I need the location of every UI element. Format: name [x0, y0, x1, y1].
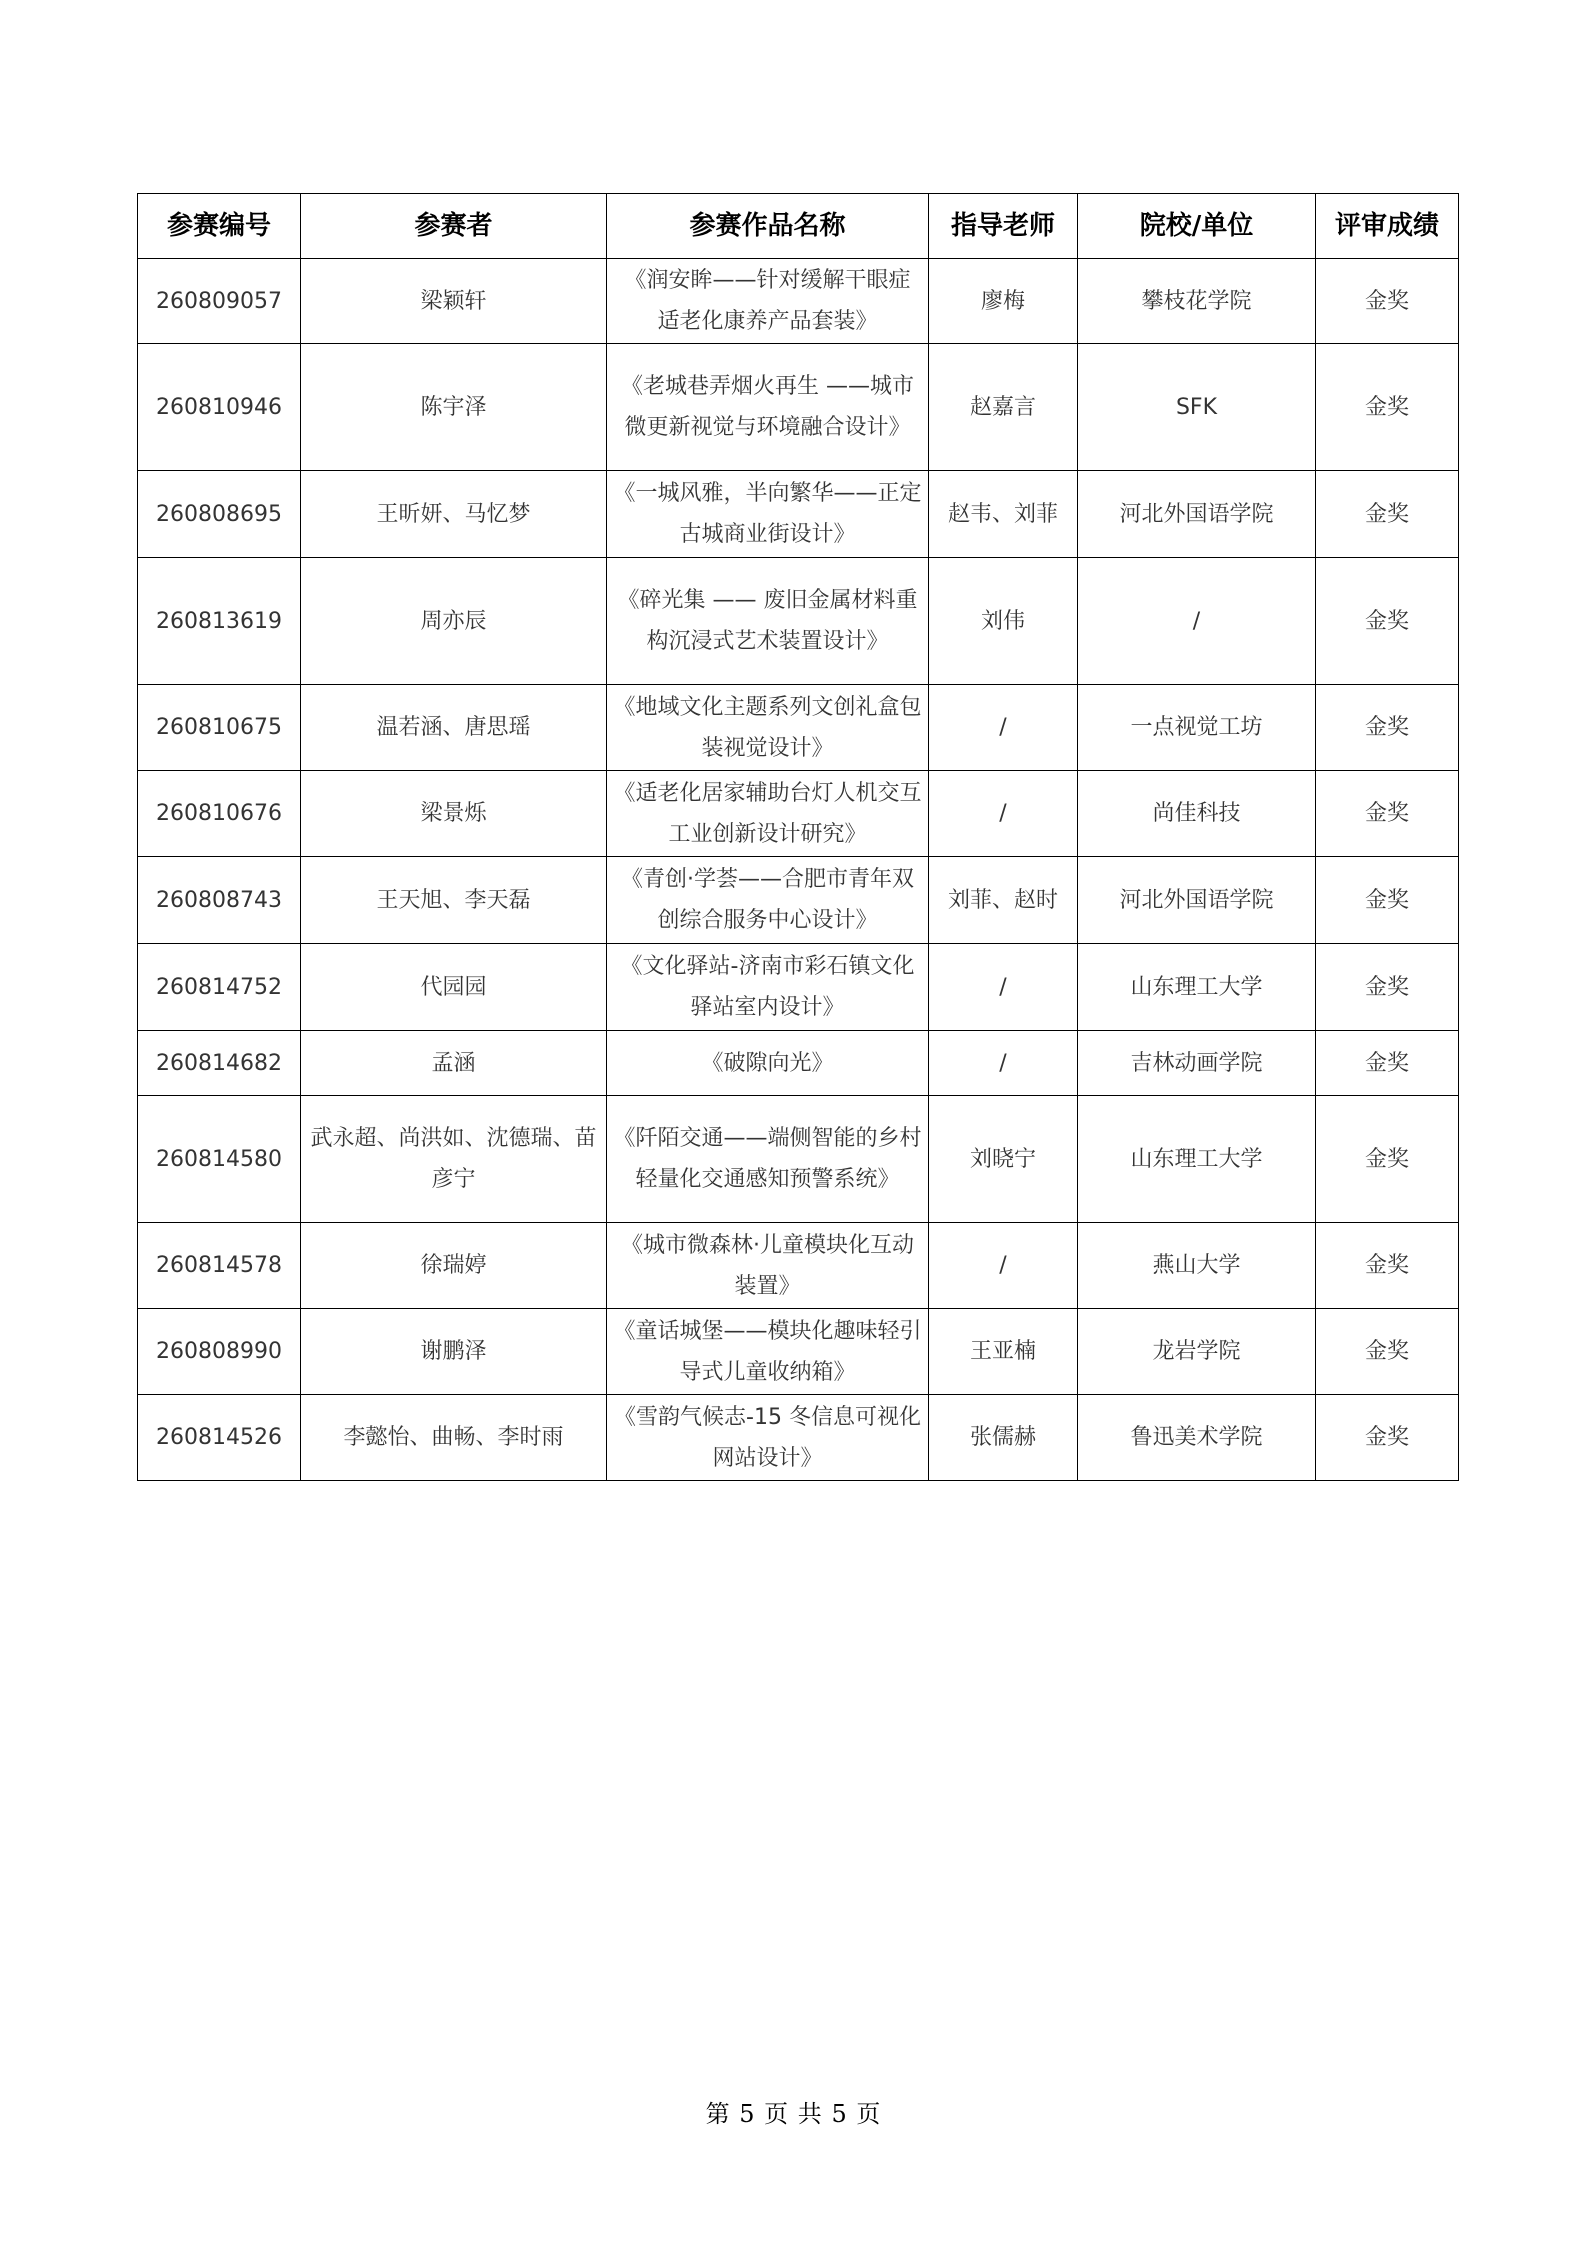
header-school: 院校/单位: [1078, 194, 1316, 259]
cell-result: 金奖: [1316, 685, 1459, 771]
cell-participants: 陈宇泽: [301, 344, 607, 471]
cell-entry-id: 260809057: [138, 259, 301, 344]
cell-school: 尚佳科技: [1078, 771, 1316, 857]
header-result: 评审成绩: [1316, 194, 1459, 259]
cell-entry-id: 260814578: [138, 1223, 301, 1309]
cell-work-title: 《青创·学荟——合肥市青年双创综合服务中心设计》: [607, 857, 929, 944]
cell-participants: 温若涵、唐思瑶: [301, 685, 607, 771]
cell-advisor: /: [929, 1031, 1078, 1096]
cell-work-title: 《老城巷弄烟火再生 ——城市微更新视觉与环境融合设计》: [607, 344, 929, 471]
cell-participants: 谢鹏泽: [301, 1309, 607, 1395]
cell-entry-id: 260813619: [138, 558, 301, 685]
table-row: [138, 1395, 1459, 1481]
cell-entry-id: 260814752: [138, 944, 301, 1031]
cell-advisor: 赵韦、刘菲: [929, 471, 1078, 558]
cell-advisor: /: [929, 771, 1078, 857]
cell-entry-id: 260810676: [138, 771, 301, 857]
cell-participants: 孟涵: [301, 1031, 607, 1096]
cell-result: 金奖: [1316, 944, 1459, 1031]
cell-result: 金奖: [1316, 259, 1459, 344]
cell-entry-id: 260808743: [138, 857, 301, 944]
table-row: [138, 857, 1459, 944]
cell-school: 鲁迅美术学院: [1078, 1395, 1316, 1481]
table-row: [138, 1031, 1459, 1096]
cell-participants: 梁景烁: [301, 771, 607, 857]
cell-work-title: 《城市微森林·儿童模块化互动装置》: [607, 1223, 929, 1309]
cell-work-title: 《适老化居家辅助台灯人机交互工业创新设计研究》: [607, 771, 929, 857]
cell-advisor: 廖梅: [929, 259, 1078, 344]
cell-school: SFK: [1078, 344, 1316, 471]
cell-school: 山东理工大学: [1078, 944, 1316, 1031]
cell-participants: 徐瑞婷: [301, 1223, 607, 1309]
cell-advisor: 刘晓宁: [929, 1096, 1078, 1223]
cell-result: 金奖: [1316, 1096, 1459, 1223]
table-row: [138, 1223, 1459, 1309]
header-entry-id: 参赛编号: [138, 194, 301, 259]
table-header-row: [138, 194, 1459, 259]
cell-school: 一点视觉工坊: [1078, 685, 1316, 771]
cell-school: 河北外国语学院: [1078, 857, 1316, 944]
cell-advisor: /: [929, 944, 1078, 1031]
cell-work-title: 《童话城堡——模块化趣味轻引导式儿童收纳箱》: [607, 1309, 929, 1395]
table-row: [138, 944, 1459, 1031]
cell-work-title: 《阡陌交通——端侧智能的乡村轻量化交通感知预警系统》: [607, 1096, 929, 1223]
cell-result: 金奖: [1316, 1223, 1459, 1309]
cell-work-title: 《雪韵气候志-15 冬信息可视化网站设计》: [607, 1395, 929, 1481]
cell-participants: 武永超、尚洪如、沈德瑞、苗彦宁: [301, 1096, 607, 1223]
cell-entry-id: 260808695: [138, 471, 301, 558]
cell-school: 燕山大学: [1078, 1223, 1316, 1309]
cell-participants: 王昕妍、马忆梦: [301, 471, 607, 558]
cell-school: 吉林动画学院: [1078, 1031, 1316, 1096]
cell-result: 金奖: [1316, 471, 1459, 558]
table-row: [138, 1096, 1459, 1223]
cell-advisor: 张儒赫: [929, 1395, 1078, 1481]
cell-result: 金奖: [1316, 1309, 1459, 1395]
cell-entry-id: 260814580: [138, 1096, 301, 1223]
cell-result: 金奖: [1316, 857, 1459, 944]
cell-school: /: [1078, 558, 1316, 685]
cell-entry-id: 260814682: [138, 1031, 301, 1096]
cell-advisor: 赵嘉言: [929, 344, 1078, 471]
cell-entry-id: 260808990: [138, 1309, 301, 1395]
table-row: [138, 685, 1459, 771]
cell-school: 攀枝花学院: [1078, 259, 1316, 344]
cell-work-title: 《破隙向光》: [607, 1031, 929, 1096]
table-row: [138, 471, 1459, 558]
cell-work-title: 《碎光集 —— 废旧金属材料重构沉浸式艺术装置设计》: [607, 558, 929, 685]
cell-result: 金奖: [1316, 771, 1459, 857]
cell-school: 龙岩学院: [1078, 1309, 1316, 1395]
cell-participants: 代园园: [301, 944, 607, 1031]
cell-participants: 李懿怡、曲畅、李时雨: [301, 1395, 607, 1481]
cell-result: 金奖: [1316, 1395, 1459, 1481]
cell-result: 金奖: [1316, 1031, 1459, 1096]
cell-advisor: /: [929, 685, 1078, 771]
cell-participants: 周亦辰: [301, 558, 607, 685]
cell-participants: 梁颖轩: [301, 259, 607, 344]
cell-advisor: 刘伟: [929, 558, 1078, 685]
cell-work-title: 《文化驿站-济南市彩石镇文化驿站室内设计》: [607, 944, 929, 1031]
cell-entry-id: 260810946: [138, 344, 301, 471]
header-participants: 参赛者: [301, 194, 607, 259]
cell-advisor: /: [929, 1223, 1078, 1309]
cell-entry-id: 260814526: [138, 1395, 301, 1481]
cell-work-title: 《一城风雅，半向繁华——正定古城商业街设计》: [607, 471, 929, 558]
table-row: [138, 771, 1459, 857]
header-work-title: 参赛作品名称: [607, 194, 929, 259]
table-row: [138, 558, 1459, 685]
results-table: [137, 193, 1459, 1481]
cell-work-title: 《润安眸——针对缓解干眼症 适老化康养产品套装》: [607, 259, 929, 344]
page-number: 第 5 页 共 5 页: [705, 2100, 882, 2128]
table-row: [138, 1309, 1459, 1395]
cell-school: 山东理工大学: [1078, 1096, 1316, 1223]
cell-result: 金奖: [1316, 558, 1459, 685]
cell-result: 金奖: [1316, 344, 1459, 471]
table-row: [138, 344, 1459, 471]
cell-advisor: 刘菲、赵时: [929, 857, 1078, 944]
header-advisor: 指导老师: [929, 194, 1078, 259]
table-body: [138, 259, 1459, 1481]
cell-work-title: 《地域文化主题系列文创礼盒包装视觉设计》: [607, 685, 929, 771]
cell-entry-id: 260810675: [138, 685, 301, 771]
table-row: [138, 259, 1459, 344]
cell-participants: 王天旭、李天磊: [301, 857, 607, 944]
cell-advisor: 王亚楠: [929, 1309, 1078, 1395]
cell-school: 河北外国语学院: [1078, 471, 1316, 558]
